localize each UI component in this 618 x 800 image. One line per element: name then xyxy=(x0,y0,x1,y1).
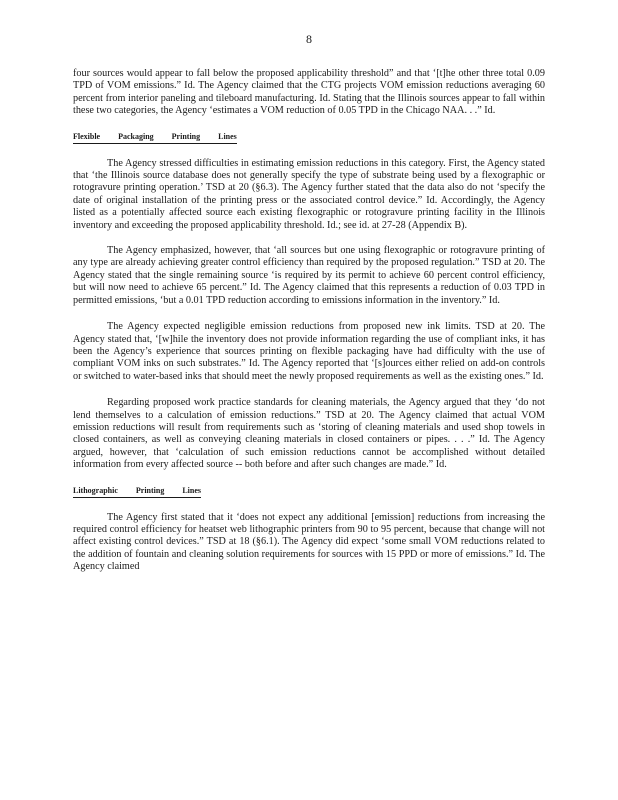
section-heading-lithographic: Lithographic Printing Lines xyxy=(73,486,201,498)
page-body xyxy=(73,68,545,574)
paragraph-5: Regarding proposed work practice standards for cleaning materials, the Agency argued that they ‘do not lend themselves to a calculation of emission reductions.” TSD at 20. The Agency claimed that actual VOM emission reductions will result from requirements such as ‘storing of cleaning materials and used shop towels in closed containers, as well as conveying cleaning materials in closed containers or pipes. . . .” Id. The Agency argued, however, that ‘calculation of such emission reductions cannot be accomplished without detailed information from every affected source -- both before and after such changes are made.” Id. xyxy=(73,397,545,471)
paragraph-3: The Agency emphasized, however, that ‘all sources but one using flexographic or rotogravure printing of any type are already achieving greater control efficiency than required by the proposed regulation.” TSD at 20. The Agency stated that the single remaining source ‘is required by its permit to achieve 60 percent control efficiency, but will now need to achieve 65 percent.” Id. The Agency claimed that this represents a reduction of 0.03 TPD in permitted emissions, ‘but a 0.01 TPD reduction according to emissions information in the inventory.” Id. xyxy=(73,245,545,306)
page-number: 8 xyxy=(306,32,312,46)
paragraph-2: The Agency stressed difficulties in estimating emission reductions in this category. First, the Agency stated that ‘the Illinois source database does not generally specify the type of substrate being used by a flexographic or rotogravure printing operation.’ TSD at 20 (§6.3). The Agency further stated that the data also do not ‘specify the date of original installation of the printing press or the associated control device.” Id. Accordingly, the Agency listed as a potentially affected source each existing flexographic or rotogravure printing facility in the Illinois inventory and exceeding the proposed applicability threshold. Id.; see id. at 27-28 (Appendix B). xyxy=(73,157,545,231)
paragraph-6: The Agency first stated that it ‘does not expect any additional [emission] reductions from increasing the required control efficiency for heatset web lithographic printers from 90 to 95 percent, because that change will not affect existing control devices.” TSD at 18 (§6.1). The Agency did expect ‘some small VOM reductions related to the addition of fountain and cleaning solution requirements for sources with 15 PPD or more of emissions.” Id. The Agency claimed xyxy=(73,511,545,573)
section-heading-flexible-packaging: Flexible Packaging Printing Lines xyxy=(73,132,237,144)
paragraph-1: four sources would appear to fall below the proposed applicability threshold” and that ‘[t]he other three total 0.09 TPD of VOM emissions.” Id. The Agency claimed that the CTG projects VOM emission reductions averaging 60 percent from interior paneling and tileboard manufacturing. Id. Stating that the Illinois sources appear to fall within these two categories, the Agency ‘estimates a VOM reduction of 0.05 TPD in the Chicago NAA. . .” Id. xyxy=(73,68,545,117)
paragraph-4: The Agency expected negligible emission reductions from proposed new ink limits. TSD at 20. The Agency stated that, ‘[w]hile the inventory does not provide information regarding the use of compliant inks, it has been the Agency’s experience that sources printing on flexible packaging have had difficulty with the use of compliant VOM inks on such substrates.” Id. The Agency reported that ‘[s]ources either relied on add-on controls or switched to water-based inks that should meet the newly proposed requirements as well as the existing ones.” Id. xyxy=(73,321,545,382)
